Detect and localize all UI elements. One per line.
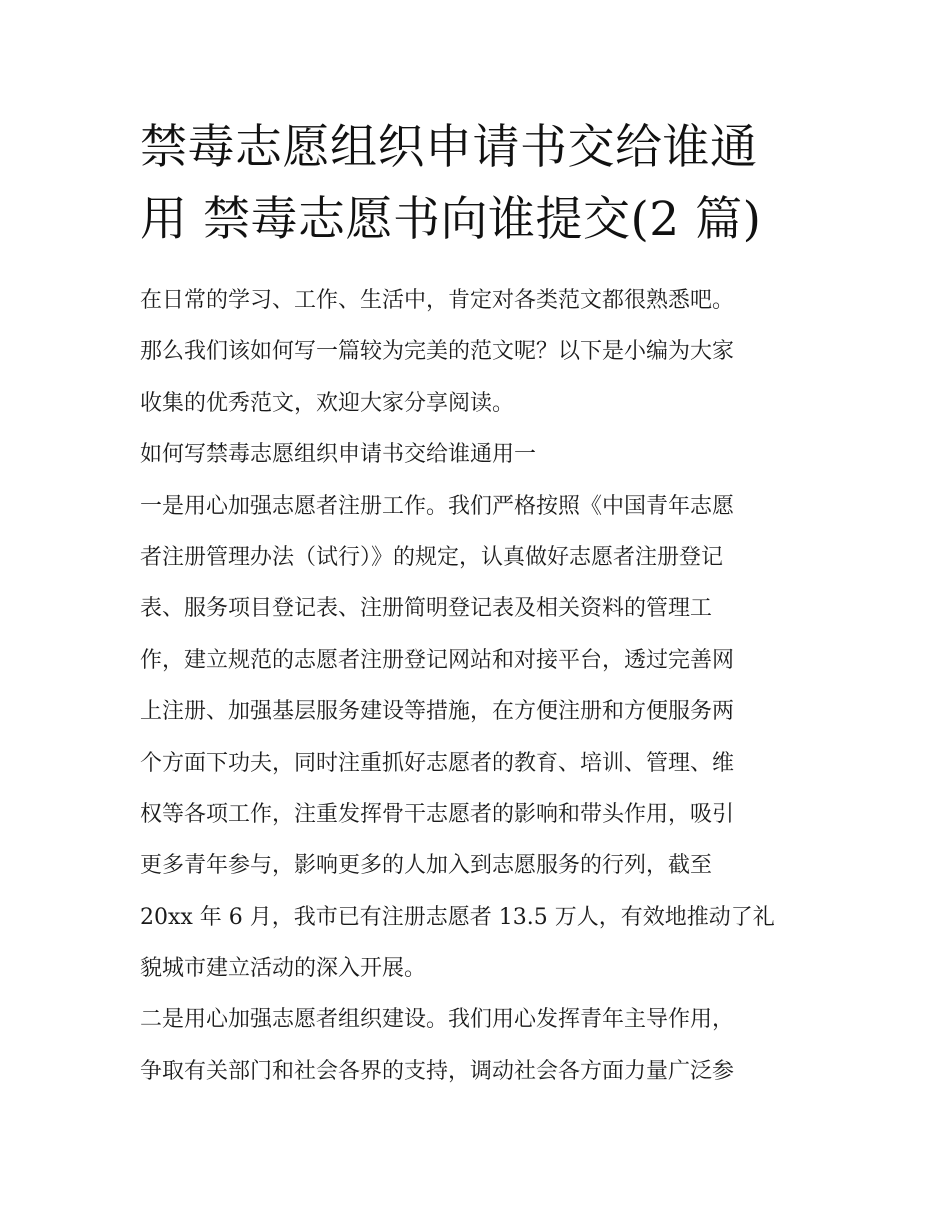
body-line: 作，建立规范的志愿者注册登记网站和对接平台，透过完善网 [140,647,735,673]
body-line: 表、服务项目登记表、注册简明登记表及相关资料的管理工 [140,596,713,622]
body-line: 权等各项工作，注重发挥骨干志愿者的影响和带头作用，吸引 [140,801,735,827]
body-line: 收集的优秀范文，欢迎大家分享阅读。 [140,390,515,416]
body-line: 那么我们该如何写一篇较为完美的范文呢？以下是小编为大家 [140,339,735,365]
document-body [140,275,820,1097]
section-heading: 如何写禁毒志愿组织申请书交给谁通用一 [140,442,537,468]
body-line: 20xx 年 6 月，我市已有注册志愿者 13.5 万人，有效地推动了礼 [140,904,775,930]
title-line: 用 禁毒志愿书向谁提交(2 篇) [140,192,762,247]
title-line: 禁毒志愿组织申请书交给谁通 [140,120,758,175]
body-line: 二是用心加强志愿者组织建设。我们用心发挥青年主导作用， [140,1007,735,1033]
body-line: 貌城市建立活动的深入开展。 [140,956,427,982]
body-line: 争取有关部门和社会各界的支持，调动社会各方面力量广泛参 [140,1058,735,1084]
body-line: 在日常的学习、工作、生活中，肯定对各类范文都很熟悉吧。 [140,288,735,313]
body-line: 上注册、加强基层服务建设等措施，在方便注册和方便服务两 [140,699,735,725]
body-line: 一是用心加强志愿者注册工作。我们严格按照《中国青年志愿 [140,493,735,519]
body-line: 更多青年参与，影响更多的人加入到志愿服务的行列，截至 [140,853,713,879]
body-line: 个方面下功夫，同时注重抓好志愿者的教育、培训、管理、维 [140,750,735,776]
document-title [140,112,820,256]
body-line: 者注册管理办法（试行）》的规定，认真做好志愿者注册登记 [140,544,724,570]
